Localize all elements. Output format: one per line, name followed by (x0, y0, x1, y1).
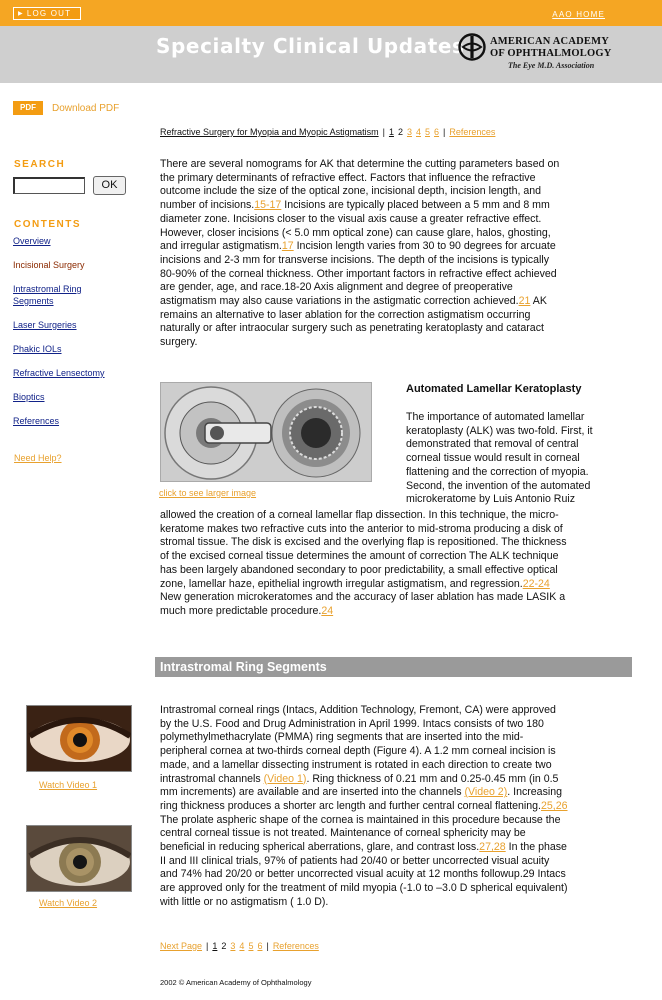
text-line: In the phase (505, 841, 567, 854)
text-line: central corneal tissue is not treated. Maintenance of corneal sphericity may be (160, 827, 526, 840)
aao-home-link[interactable]: AAO HOME (552, 10, 605, 19)
citation-link[interactable]: 22-24 (522, 577, 550, 590)
text-line: remains an alternative to laser ablation for the correction astigmatism occurring (160, 308, 531, 321)
text-line: polymethylmethacrylate (PMMA) ring segments that are inserted into the mid- (160, 731, 524, 744)
text-line: . Increasing (507, 786, 562, 799)
sidebar-item-refractive-lensectomy[interactable]: Refractive Lensectomy (13, 368, 105, 378)
sidebar-item-overview[interactable]: Overview (13, 236, 51, 246)
text-line: the primary determinants of refractive effect. Factors that influence the refractive (160, 171, 536, 184)
text-line: surgery. (160, 336, 198, 349)
watch-video-1-link[interactable]: Watch Video 1 (39, 780, 98, 790)
pager-bottom (160, 940, 319, 952)
page-link[interactable]: 4 (415, 127, 421, 137)
text-line: number of incisions. (160, 199, 255, 212)
text-line: Incisions are typically placed between a 5 mm and 8 mm (281, 199, 550, 212)
text-line: made, and a lamellar dissecting instrument is rotated in each direction to create two (160, 758, 552, 771)
aao-logo-icon (458, 33, 486, 61)
video-1-inline-link[interactable]: (Video 1) (263, 772, 307, 785)
text-line: ring thickness produces a shorter arc length and further central corneal flattening. (160, 799, 541, 812)
copyright-footer: 2002 © American Academy of Ophthalmology (160, 978, 312, 987)
contents-heading: CONTENTS (14, 219, 81, 230)
text-line: The importance of automated lamellar (406, 411, 585, 423)
citation-link[interactable]: 25,26 (541, 799, 568, 812)
org-name-line1: AMERICAN ACADEMY (490, 36, 609, 47)
text-line: flattening and the correction of myopia. (406, 465, 589, 478)
text-line: keratome makes two refractive cuts into the anterior to mid-stroma producing a disk of (160, 522, 563, 535)
larger-image-link[interactable]: click to see larger image (159, 488, 257, 498)
page-link[interactable]: 3 (230, 941, 236, 951)
text-line: and irregular astigmatism. (160, 240, 282, 253)
pager-separator: | (443, 127, 446, 137)
page-title: Specialty Clinical Updates (156, 34, 465, 58)
video-2-inline-link[interactable]: (Video 2) (464, 786, 508, 799)
org-name-line2: OF OPHTHALMOLOGY (490, 48, 612, 59)
text-line: outcome include the size of the optical zone, incisional depth, incision length, and (160, 185, 542, 198)
text-line: astigmatism may also cause variations in the astigmatic correction achieved. (160, 295, 519, 308)
alk-paragraph (160, 509, 632, 619)
citation-link[interactable]: 24 (321, 604, 334, 617)
pager-separator: | (266, 941, 269, 951)
pager-top (160, 126, 495, 138)
text-line: mm increments) are available and are inserted into the channels (160, 786, 465, 799)
sidebar-item-laser-surgeries[interactable]: Laser Surgeries (13, 320, 77, 330)
top-bar (0, 0, 662, 26)
page-link[interactable]: 5 (248, 941, 254, 951)
text-line: corneal tissue would result in corneal (406, 452, 580, 465)
sidebar-item-incisional-surgery[interactable]: Incisional Surgery (13, 260, 85, 270)
references-link[interactable]: References (449, 127, 496, 137)
text-line: There are several nomograms for AK that determine the cutting parameters based on (160, 158, 560, 170)
sidebar-item-bioptics[interactable]: Bioptics (13, 392, 45, 402)
alk-side-text (406, 411, 632, 507)
page-link[interactable]: 4 (239, 941, 245, 951)
citation-link[interactable]: 27,28 (479, 841, 506, 854)
logout-label: LOG OUT (26, 9, 72, 18)
search-heading: SEARCH (14, 159, 66, 170)
text-line: of the excised corneal tissue determines the amount of correction The ALK technique (160, 550, 559, 563)
text-line: . Ring thickness of 0.21 mm and 0.25-0.45 mm (in 0.5 (306, 772, 559, 785)
text-line: stromal tissue. The disk is excised and the overlying flap is repositioned. The thickness (160, 536, 567, 549)
text-line: are gender, age, and race.18-20 Axis alignment and degree of preoperative (160, 281, 513, 294)
watch-video-2-link[interactable]: Watch Video 2 (39, 898, 98, 908)
alk-illustration (161, 383, 372, 482)
section-heading-intrastromal: Intrastromal Ring Segments (155, 657, 632, 677)
text-line: has been largely abandoned secondary to poor predictability, a small effective optical (160, 563, 558, 576)
text-line: by the U.S. Food and Drug Administration in April 1999. Intacs consists of two 180 (160, 717, 544, 730)
org-tagline: The Eye M.D. Association (508, 61, 595, 70)
text-line: Second, the invention of the automated (406, 479, 591, 492)
video-2-thumbnail[interactable] (26, 825, 132, 892)
text-line: incisions and 2-3 mm for transverse incisions. The depth of the incisions is typically (160, 253, 550, 266)
text-line: and 74% had 20/20 or better uncorrected visual acuity at 12 months followup.29 Intacs (160, 868, 566, 881)
alk-figure-image[interactable] (160, 382, 372, 482)
next-page-link[interactable]: Next Page (160, 941, 203, 951)
video-1-thumbnail[interactable] (26, 705, 132, 772)
text-line: The prolate aspheric shape of the cornea is maintained in this procedure because the (160, 813, 561, 826)
need-help-link[interactable]: Need Help? (14, 453, 62, 463)
text-line: with little or no astigmatism ( 1.0 D). (160, 895, 329, 908)
current-page: 2 (397, 127, 403, 137)
text-line: demonstrated that removal of central (406, 438, 579, 451)
page-link[interactable]: 1 (212, 941, 218, 951)
text-line: Incision length varies from 30 to 90 degrees for arcuate (293, 240, 556, 253)
ring-paragraph (160, 704, 632, 910)
pdf-icon[interactable]: PDF (13, 101, 43, 115)
text-line: microkeratome by Luis Antonio Ruiz (406, 493, 575, 506)
text-line: AK (530, 295, 547, 308)
text-line: keratoplasty (ALK) was two-fold. First, it (406, 424, 593, 437)
text-line: naturally or after intraocular surgery such as penetrating keratoplasty and cataract (160, 322, 544, 335)
current-page: 2 (221, 941, 227, 951)
text-line: 80-90% of the corneal thickness. Other important factors in refractive effect achieved (160, 267, 557, 280)
citation-link[interactable]: 21 (518, 295, 531, 308)
pager-separator: | (382, 127, 385, 137)
sidebar-item-intrastromal-ring-segments[interactable]: Intrastromal Ring Segments (13, 284, 82, 306)
page-link[interactable]: 1 (388, 127, 394, 137)
text-line: However, closer incisions (< 5.0 mm optical zone) can cause glare, halos, ghosting, (160, 226, 551, 239)
text-line: are approved only for the treatment of mild myopia (-1.0 to –3.0 D spherical equivalent) (160, 882, 568, 895)
text-line: peripheral cornea at two-thirds corneal depth (Figure 4). A 1.2 mm corneal incision is (160, 745, 556, 758)
text-line: II and III clinical trials, 97% of patients had 20/40 or better uncorrected visual acuity (160, 854, 550, 867)
eye-image (27, 706, 132, 772)
sidebar-item-phakic-iols[interactable]: Phakic IOLs (13, 344, 62, 354)
text-line: much more predictable procedure. (160, 604, 322, 617)
sidebar-item-references[interactable]: References (13, 416, 60, 426)
alk-heading: Automated Lamellar Keratoplasty (406, 383, 582, 395)
text-line: allowed the creation of a corneal lamellar flap dissection. In this technique, the micro- (160, 509, 559, 521)
page-link[interactable]: 6 (434, 127, 440, 137)
eye-image (27, 826, 132, 892)
download-pdf-link[interactable]: Download PDF (52, 103, 120, 114)
text-line: New generation microkeratomes and the accuracy of laser ablation has made LASIK a (160, 591, 566, 604)
page-link[interactable]: 3 (406, 127, 412, 137)
page-link[interactable]: 5 (425, 127, 431, 137)
citation-link[interactable]: 17 (281, 240, 294, 253)
arrow-right-icon: ▶ (18, 11, 24, 17)
search-ok-button[interactable]: OK (93, 176, 126, 195)
doc-title-link[interactable]: Refractive Surgery for Myopia and Myopic Astigmatism (160, 127, 379, 137)
text-line: Intrastromal corneal rings (Intacs, Addition Technology, Fremont, CA) were approved (160, 704, 556, 716)
search-input[interactable] (13, 177, 85, 194)
references-link[interactable]: References (272, 941, 319, 951)
logout-button[interactable] (13, 7, 81, 20)
text-line: diameter zone. Incisions closer to the visual axis cause a greater refractive effect. (160, 212, 542, 225)
text-line: beneficial in reducing spherical aberrations, glare, and contrast loss. (160, 841, 480, 854)
pager-separator: | (206, 941, 209, 951)
text-line: zone, lamellar haze, epithelial ingrowth irregular astigmatism, and regression. (160, 577, 523, 590)
page-link[interactable]: 6 (257, 941, 263, 951)
ak-paragraph (160, 158, 630, 350)
citation-link[interactable]: 15-17 (254, 199, 282, 212)
text-line: intrastromal channels (160, 772, 264, 785)
